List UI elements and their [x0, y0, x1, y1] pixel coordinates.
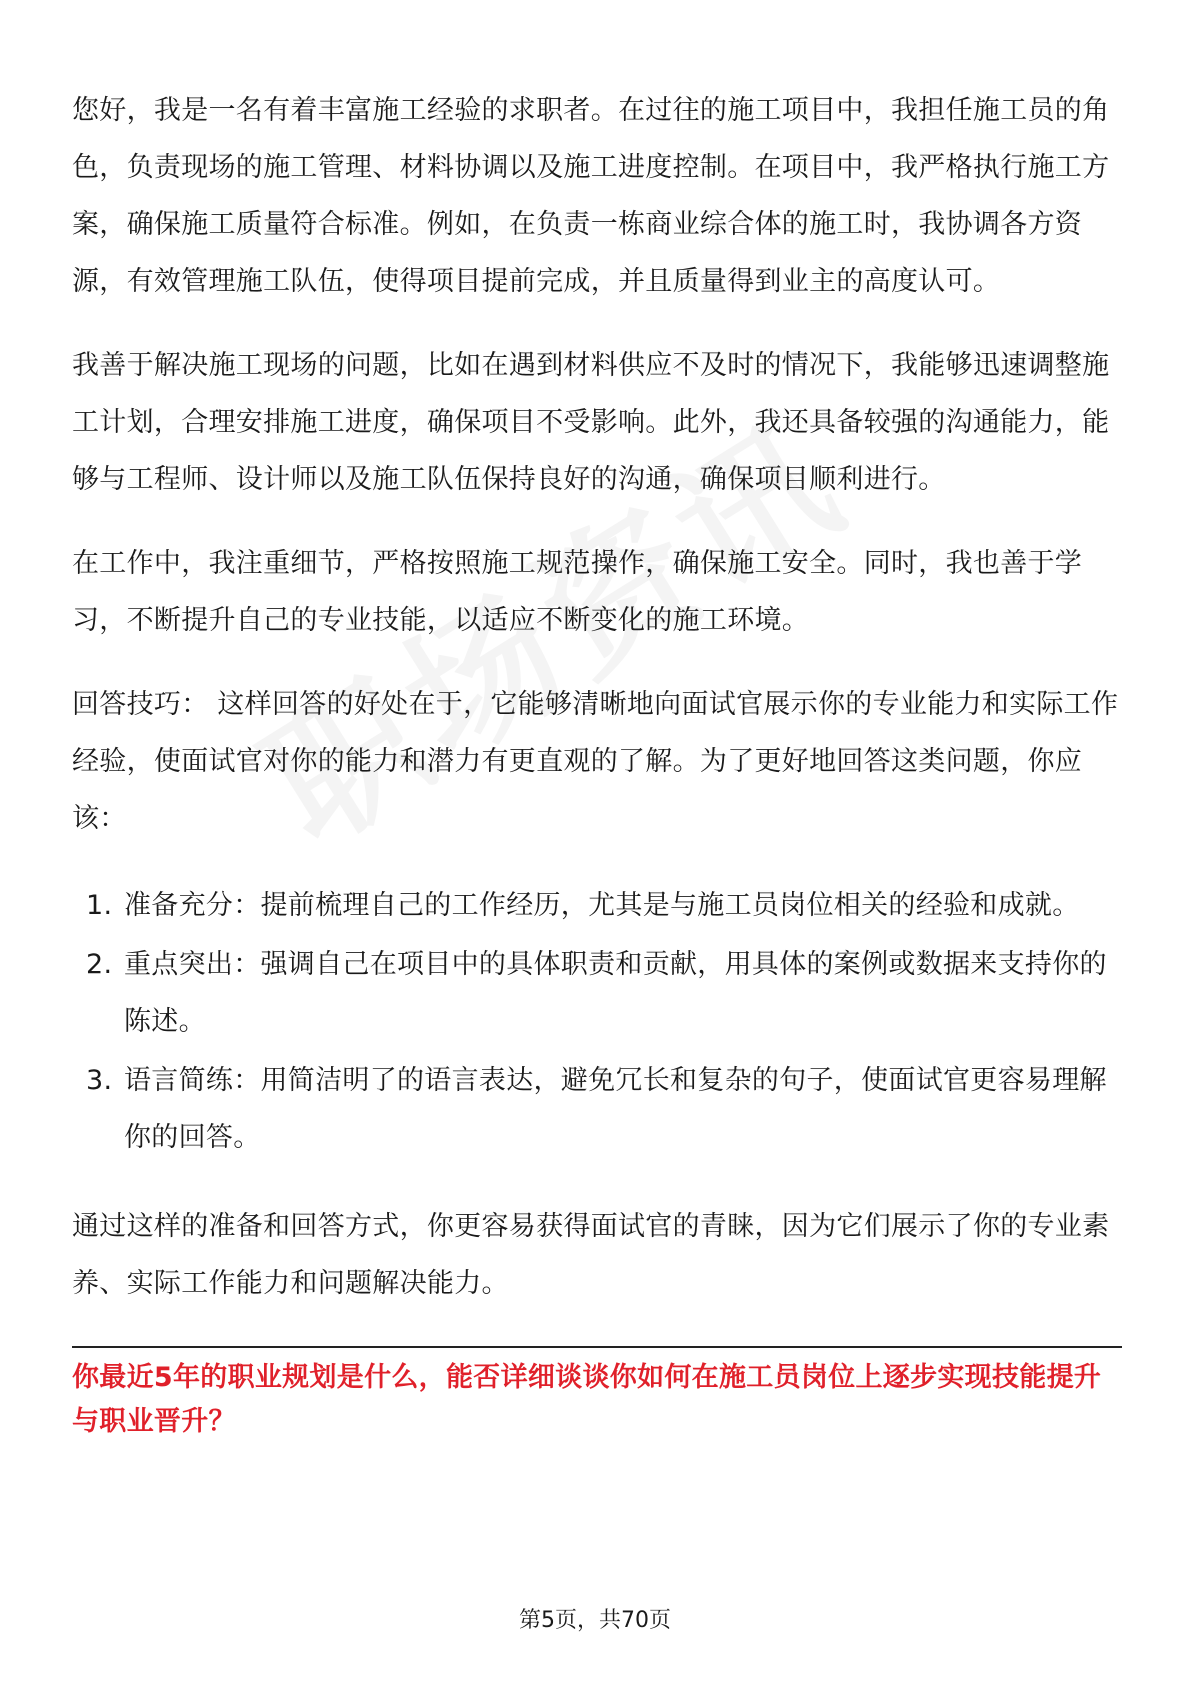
paragraph-intro: 您好，我是一名有着丰富施工经验的求职者。在过往的施工项目中，我担任施工员的角色，负责现场的施工管理、材料协调以及施工进度控制。在项目中，我严格执行施工方案，确保施工质量符合标准。例如，在负责一栋商业综合体的施工时，我协调各方资源，有效管理施工队伍，使得项目提前完成，并且质量得到业主的高度认可。	[72, 95, 1110, 297]
document-body	[72, 82, 1122, 1444]
list-item-text: 准备充分：提前梳理自己的工作经历，尤其是与施工员岗位相关的经验和成就。	[124, 890, 1080, 921]
list-item-text: 语言简练：用简洁明了的语言表达，避免冗长和复杂的句子，使面试官更容易理解你的回答。	[124, 1065, 1107, 1153]
paragraph-closing: 通过这样的准备和回答方式，你更容易获得面试官的青睐，因为它们展示了你的专业素养、实际工作能力和问题解决能力。	[72, 1211, 1110, 1299]
paragraph-answer-tips: 回答技巧： 这样回答的好处在于，它能够清晰地向面试官展示你的专业能力和实际工作经验，使面试官对你的能力和潜力有更直观的了解。为了更好地回答这类问题，你应该：	[72, 689, 1119, 834]
list-item	[72, 877, 1122, 934]
paragraph-problem-solving: 我善于解决施工现场的问题，比如在遇到材料供应不及时的情况下，我能够迅速调整施工计划，合理安排施工进度，确保项目不受影响。此外，我还具备较强的沟通能力，能够与工程师、设计师以及施工队伍保持良好的沟通，确保项目顺利进行。	[72, 350, 1110, 495]
paragraph-work-attitude: 在工作中，我注重细节，严格按照施工规范操作，确保施工安全。同时，我也善于学习，不断提升自己的专业技能，以适应不断变化的施工环境。	[72, 548, 1083, 636]
list-number: 3.	[86, 1065, 113, 1096]
list-number: 1.	[86, 890, 113, 921]
list-item	[72, 936, 1122, 1050]
next-question-heading: 你最近5年的职业规划是什么，能否详细谈谈你如何在施工员岗位上逐步实现技能提升与职业晋升？	[72, 1362, 1102, 1437]
list-item	[72, 1052, 1122, 1166]
section-divider	[72, 1346, 1122, 1348]
page-number: 第5页，共70页	[519, 1608, 671, 1633]
list-number: 2.	[86, 949, 113, 980]
tips-list	[72, 877, 1122, 1166]
list-item-text: 重点突出：强调自己在项目中的具体职责和贡献，用具体的案例或数据来支持你的陈述。	[124, 949, 1107, 1037]
